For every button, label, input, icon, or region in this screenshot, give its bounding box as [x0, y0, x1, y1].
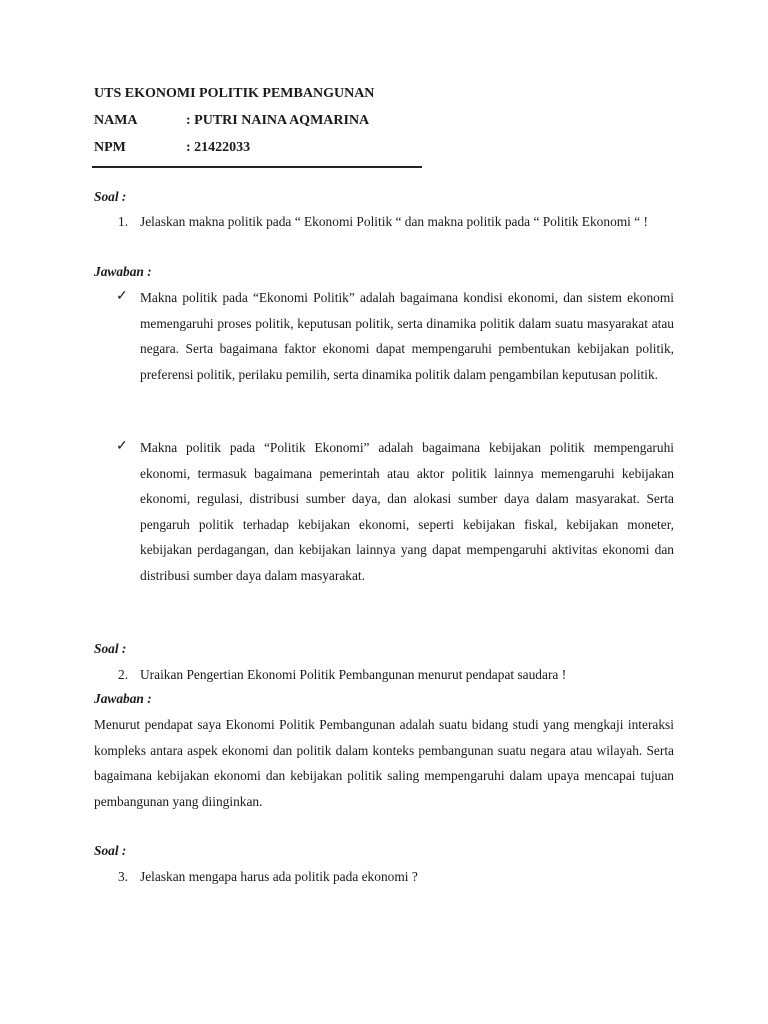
checkmark-icon: ✓ — [116, 289, 128, 304]
npm-row — [94, 140, 250, 156]
question-text-2: Uraikan Pengertian Ekonomi Politik Pembangunan menurut pendapat saudara ! — [140, 667, 567, 682]
question-number-3: 3. — [118, 869, 129, 884]
soal-label-2: Soal : — [94, 641, 127, 656]
question-text-1: Jelaskan makna politik pada “ Ekonomi Politik “ dan makna politik pada “ Politik Ekonomi “ ! — [140, 214, 649, 229]
document-title: UTS EKONOMI POLITIK PEMBANGUNAN — [94, 86, 375, 101]
question-number-1: 1. — [118, 214, 129, 229]
nama-label: NAMA — [94, 113, 138, 128]
answer-bullet-1: Makna politik pada “Ekonomi Politik” adalah bagaimana kondisi ekonomi, dan sistem ekonomi memengaruhi proses politik, keputusan politik, serta dinamika politik dalam suatu masyarakat atau negara. Serta bagaimana faktor ekonomi dapat mempengaruhi pembentukan kebijakan politik, preferensi politik, perilaku pemilih, serta dinamika politik dalam pengambilan keputusan politik. — [140, 290, 674, 382]
soal-label-1: Soal : — [94, 189, 127, 204]
question-number-2: 2. — [118, 667, 129, 682]
header-divider — [92, 166, 422, 168]
jawaban-label-2: Jawaban : — [94, 691, 152, 706]
question-text-3: Jelaskan mengapa harus ada politik pada ekonomi ? — [140, 869, 418, 884]
npm-label: NPM — [94, 140, 126, 155]
npm-value: : 21422033 — [186, 140, 251, 155]
jawaban-label-1: Jawaban : — [94, 264, 152, 279]
nama-value: : PUTRI NAINA AQMARINA — [186, 113, 370, 128]
soal-label-3: Soal : — [94, 843, 127, 858]
answer-paragraph-2: Menurut pendapat saya Ekonomi Politik Pembangunan adalah suatu bidang studi yang mengkaji interaksi kompleks antara aspek ekonomi dan politik dalam konteks pembangunan suatu negara atau wilayah. Serta bagaimana kebijakan ekonomi dan kebijakan politik saling mempengaruhi dalam upaya mencapai tujuan pembangunan yang diinginkan. — [94, 717, 674, 809]
nama-row — [94, 113, 369, 129]
answer-bullet-2: Makna politik pada “Politik Ekonomi” adalah bagaimana kebijakan politik mempengaruhi ekonomi, termasuk bagaimana pemerintah atau aktor politik lainnya memengaruhi kebijakan ekonomi, regulasi, distribusi sumber daya, dan alokasi sumber daya dalam masyarakat. Serta pengaruh politik terhadap kebijakan ekonomi, seperti kebijakan fiskal, kebijakan moneter, kebijakan perdagangan, dan kebijakan lainnya yang dapat mempengaruhi aktivitas ekonomi dan distribusi sumber daya dalam masyarakat. — [140, 440, 674, 583]
checkmark-icon: ✓ — [116, 439, 128, 454]
